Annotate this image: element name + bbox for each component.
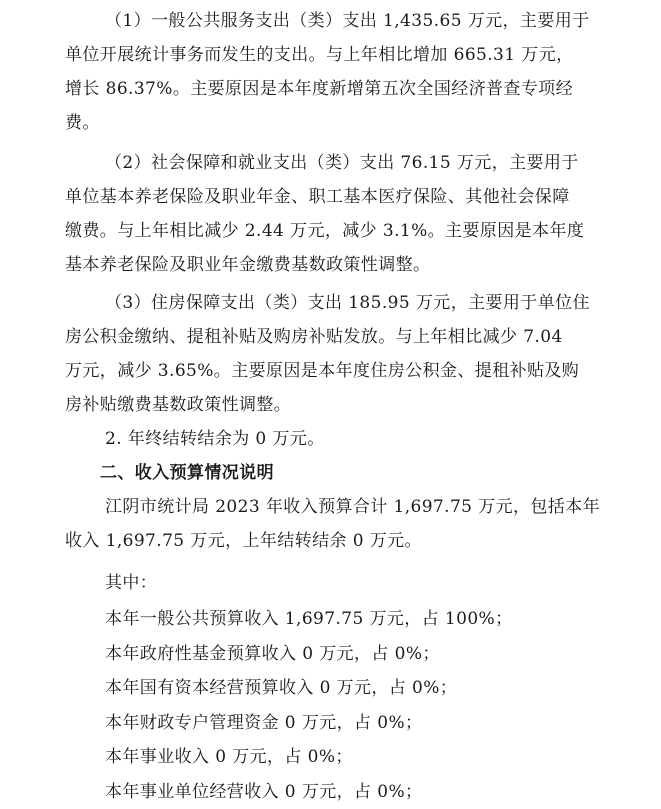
income-item: 本年国有资本经营预算收入 0 万元，占 0%； [105, 671, 593, 706]
text-line: 费。 [65, 106, 593, 140]
income-item: 本年政府性基金预算收入 0 万元，占 0%； [105, 637, 593, 672]
income-item-list [105, 602, 593, 809]
text-line: （3）住房保障支出（类）支出 185.95 万元，主要用于单位住 [105, 286, 593, 320]
text-line: 增长 86.37%。主要原因是本年度新增第五次全国经济普查专项经 [65, 72, 593, 106]
paragraph-housing-security [105, 286, 593, 422]
year-end-balance-item: 2. 年终结转结余为 0 万元。 [105, 422, 593, 456]
income-item: 本年财政专户管理资金 0 万元，占 0%； [105, 706, 593, 741]
text-line: 单位开展统计事务而发生的支出。与上年相比增加 665.31 万元， [65, 38, 593, 72]
text-line: （1）一般公共服务支出（类）支出 1,435.65 万元，主要用于 [105, 4, 593, 38]
text-line: 房公积金缴纳、提租补贴及购房补贴发放。与上年相比减少 7.04 [65, 320, 593, 354]
among-label: 其中： [105, 566, 593, 600]
section-heading: 二、收入预算情况说明 [100, 456, 593, 490]
text-line: 万元，减少 3.65%。主要原因是本年度住房公积金、提租补贴及购 [65, 354, 593, 388]
income-item: 本年事业单位经营收入 0 万元，占 0%； [105, 775, 593, 809]
text-line: 缴费。与上年相比减少 2.44 万元，减少 3.1%。主要原因是本年度 [65, 214, 593, 248]
text-line: 房补贴缴费基数政策性调整。 [65, 388, 593, 422]
text-line: 江阴市统计局 2023 年收入预算合计 1,697.75 万元，包括本年 [105, 490, 593, 524]
text-line: 收入 1,697.75 万元，上年结转结余 0 万元。 [65, 524, 593, 558]
income-item: 本年一般公共预算收入 1,697.75 万元，占 100%； [105, 602, 593, 637]
text-line: 单位基本养老保险及职业年金、职工基本医疗保险、其他社会保障 [65, 180, 593, 214]
paragraph-social-security [105, 146, 593, 282]
paragraph-general-public-services [105, 0, 593, 140]
text-line: （2）社会保障和就业支出（类）支出 76.15 万元，主要用于 [105, 146, 593, 180]
income-item: 本年事业收入 0 万元，占 0%； [105, 740, 593, 775]
text-line: 基本养老保险及职业年金缴费基数政策性调整。 [65, 248, 593, 282]
income-summary [105, 490, 593, 558]
